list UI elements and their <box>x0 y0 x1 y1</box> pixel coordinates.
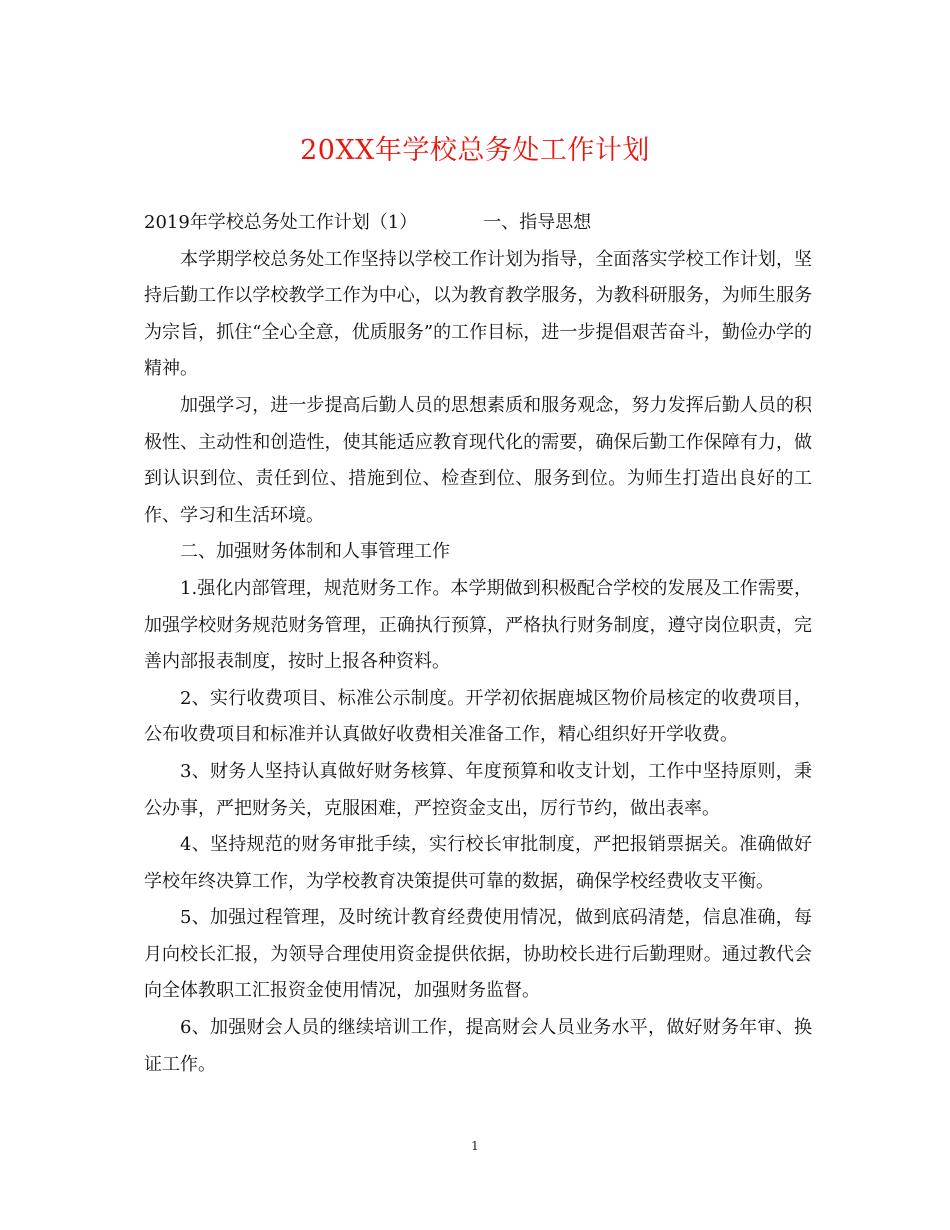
paragraph-item-3: 3、财务人坚持认真做好财务核算、年度预算和收支计划，工作中坚持原则，秉公办事，严把财务关，克服困难，严控资金支出，厉行节约，做出表率。 <box>144 760 812 819</box>
paragraph-item-6: 6、加强财会人员的继续培训工作，提高财会人员业务水平，做好财务年审、换证工作。 <box>144 1017 812 1075</box>
subtitle-line <box>144 205 812 242</box>
paragraph-strengthen-learning: 加强学习，进一步提高后勤人员的思想素质和服务观念，努力发挥后勤人员的积极性、主动性和创造性，使其能适应教育现代化的需要，确保后勤工作保障有力，做到认识到位、责任到位、措施到位、检查到位、服务到位。为师生打造出良好的工作、学习和生活环境。 <box>144 394 812 526</box>
section-heading-finance-management: 二、加强财务体制和人事管理工作 <box>180 541 450 563</box>
page-number: 1 <box>471 1139 479 1153</box>
paragraph-item-4: 4、坚持规范的财务审批手续，实行校长审批制度，严把报销票据关。准确做好学校年终决算工作，为学校教育决策提供可靠的数据，确保学校经费收支平衡。 <box>144 834 812 892</box>
paragraph-item-1: 1.强化内部管理，规范财务工作。本学期做到积极配合学校的发展及工作需要，加强学校财务规范财务管理，正确执行预算，严格执行财务制度，遵守岗位职责，完善内部报表制度，按时上报各种资料。 <box>144 577 812 673</box>
paragraph-item-5: 5、加强过程管理，及时统计教育经费使用情况，做到底码清楚，信息准确，每月向校长汇报，为领导合理使用资金提供依据，协助校长进行后勤理财。通过教代会向全体教职工汇报资金使用情况，加强财务监督。 <box>144 907 812 1002</box>
paragraph-guiding-ideology: 本学期学校总务处工作坚持以学校工作计划为指导，全面落实学校工作计划，坚持后勤工作以学校教学工作为中心，以为教育教学服务，为教科研服务，为师生服务为宗旨，抓住“全心全意，优质服务”的工作目标，进一步提倡艰苦奋斗，勤俭办学的精神。 <box>144 248 812 380</box>
document-subtitle: 2019年学校总务处工作计划（1） <box>144 212 418 233</box>
page-title: 20XX年学校总务处工作计划 <box>300 135 650 166</box>
paragraph-item-2: 2、实行收费项目、标准公示制度。开学初依据鹿城区物价局核定的收费项目，公布收费项目和标准并认真做好收费相关准备工作，精心组织好开学收费。 <box>144 687 812 746</box>
section-heading-guiding-ideology: 一、指导思想 <box>483 212 592 233</box>
document-body <box>144 205 812 1083</box>
